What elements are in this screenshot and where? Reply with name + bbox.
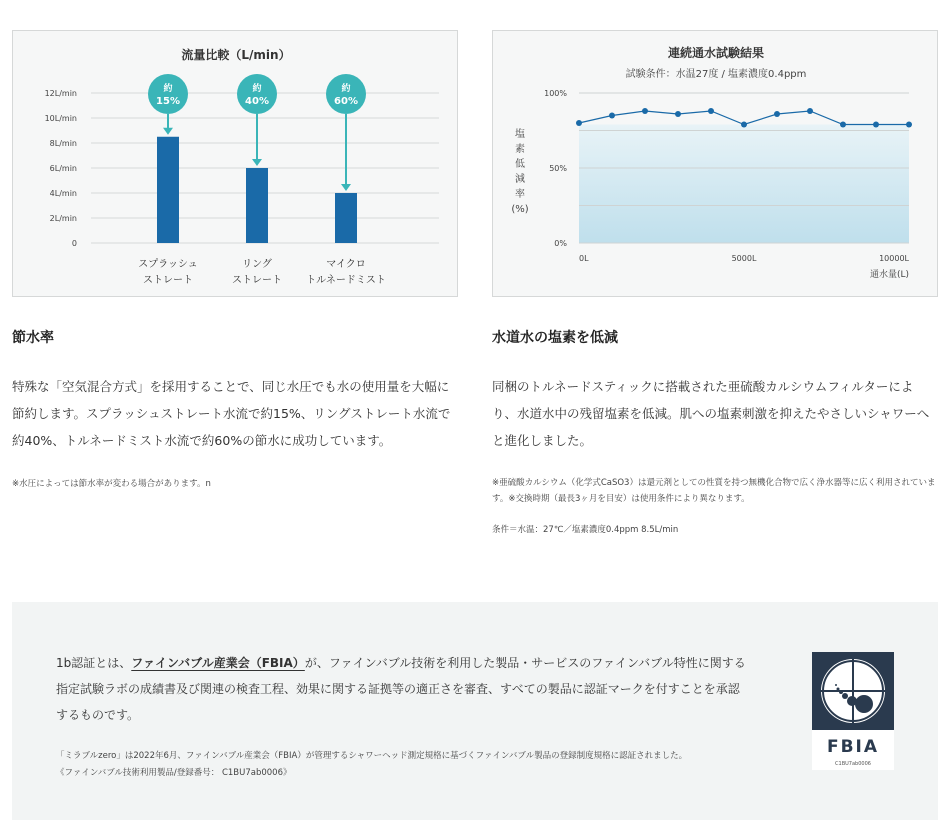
y-tick-label: 0% <box>554 239 567 248</box>
saving-badge <box>148 74 188 114</box>
chlorine-chart <box>493 31 939 298</box>
category-label-line1: スプラッシュ <box>138 259 198 270</box>
cert-text-after: が、ファインバブル技術を利用した製品・サービスのファインバブル特性に関する指定試験ラボの成績書及び関連の検査工程、効果に関する証拠等の適正さを審査、すべての製品に認証マークを付すことを承認するものです。 <box>56 656 746 722</box>
y-axis-label-char: 減 <box>515 174 525 185</box>
saving-badge-percent: 60% <box>334 96 358 107</box>
water-saving-body: 特殊な「空気混合方式」を採用することで、同じ水圧でも水の使用量を大幅に節約します。スプラッシュストレート水流で約15%、リングストレート水流で約40%、トルネードミスト水流で約60%の節水に成功しています。 <box>12 379 451 448</box>
saving-badge <box>237 74 277 114</box>
certification-box <box>12 602 938 820</box>
area-fill <box>579 125 909 244</box>
chlorine-chart-panel <box>492 30 938 297</box>
flow-chart-panel <box>12 30 458 297</box>
saving-badge-top: 約 <box>252 84 262 94</box>
data-point <box>840 122 846 128</box>
data-point <box>609 113 615 119</box>
cert-note-line2: 《ファインバブル技術利用製品/登録番号： C1BU7ab0006》 <box>56 768 292 778</box>
chlorine-title: 水道水の塩素を低減 <box>492 330 618 346</box>
saving-badge-top: 約 <box>341 84 351 94</box>
x-tick-label: 10000L <box>879 254 909 263</box>
data-point <box>906 122 912 128</box>
y-tick-label: 12L/min <box>44 89 77 98</box>
category-label-line2: ストレート <box>143 275 193 286</box>
x-tick-label: 0L <box>579 254 589 263</box>
bar <box>157 137 179 243</box>
data-point <box>642 108 648 114</box>
data-point <box>741 122 747 128</box>
saving-badge <box>326 74 366 114</box>
category-label-line1: リング <box>242 259 272 270</box>
chart-subtitle: 試験条件：水温27度 / 塩素濃度0.4ppm <box>625 69 807 80</box>
saving-badge-percent: 15% <box>156 96 180 107</box>
bar <box>246 168 268 243</box>
fbia-logo-icon <box>812 652 894 770</box>
y-tick-label: 2L/min <box>49 214 77 223</box>
y-tick-label: 6L/min <box>49 164 77 173</box>
water-saving-note: ※水圧によっては節水率が変わる場合があります。n <box>12 479 211 489</box>
cert-text-before: 1b認証とは、 <box>56 656 132 670</box>
data-point <box>675 111 681 117</box>
bar <box>335 193 357 243</box>
chlorine-body: 同梱のトルネードスティックに搭載された亜硫酸カルシウムフィルターにより、水道水中の残留塩素を低減。肌への塩素刺激を抑えたやさしいシャワーへと進化しました。 <box>492 379 930 448</box>
data-point <box>774 111 780 117</box>
chart-title: 流量比較（L/min） <box>181 48 291 62</box>
flow-chart <box>13 31 459 298</box>
y-axis-label-char: 素 <box>515 144 525 155</box>
data-point <box>807 108 813 114</box>
y-axis-label-char: (%) <box>511 204 529 215</box>
saving-badge-top: 約 <box>163 84 173 94</box>
category-label-line2: ストレート <box>232 275 282 286</box>
category-label-line1: マイクロ <box>326 259 366 270</box>
cert-note-line1: 「ミラブルzero」は2022年6月、ファインバブル産業会（FBIA）が管理するシャワーヘッド測定規格に基づくファインバブル製品の登録制度規格に認証されました。 <box>56 751 688 761</box>
y-tick-label: 0 <box>71 239 77 248</box>
data-point <box>576 120 582 126</box>
fbia-logo <box>812 652 894 770</box>
y-axis-label-char: 率 <box>515 189 525 200</box>
data-point <box>873 122 879 128</box>
data-point <box>708 108 714 114</box>
fbia-logo-text: FBIA <box>826 737 880 757</box>
y-axis-label-char: 低 <box>515 159 525 170</box>
water-saving-title: 節水率 <box>12 330 54 346</box>
chlorine-note: ※亜硫酸カルシウム（化学式CaSO3）は還元剤としての性質を持つ無機化合物で広く浄水器等に広く利用されています。※交換時期（最長3ヶ月を目安）は使用条件により異なります。 <box>492 478 936 504</box>
y-tick-label: 50% <box>549 164 567 173</box>
x-tick-label: 5000L <box>731 254 757 263</box>
saving-badge-percent: 40% <box>245 96 269 107</box>
y-axis-label-char: 塩 <box>515 129 525 140</box>
certification-note <box>56 748 776 782</box>
x-axis-unit: 通水量(L) <box>869 270 909 280</box>
certification-text <box>56 650 746 728</box>
fbia-link[interactable]: ファインバブル産業会（FBIA） <box>131 656 305 670</box>
chlorine-condition: 条件＝水温：27℃／塩素濃度0.4ppm 8.5L/min <box>492 525 679 535</box>
y-tick-label: 4L/min <box>49 189 77 198</box>
y-tick-label: 100% <box>544 89 567 98</box>
badge-arrow-head <box>163 128 173 135</box>
chart-title: 連続通水試験結果 <box>667 46 765 60</box>
y-tick-label: 8L/min <box>49 139 77 148</box>
badge-arrow-head <box>341 184 351 191</box>
category-label-line2: トルネードミスト <box>306 275 386 286</box>
y-tick-label: 10L/min <box>44 114 77 123</box>
fbia-logo-code: C1BU7ab0006 <box>835 761 871 767</box>
badge-arrow-head <box>252 159 262 166</box>
